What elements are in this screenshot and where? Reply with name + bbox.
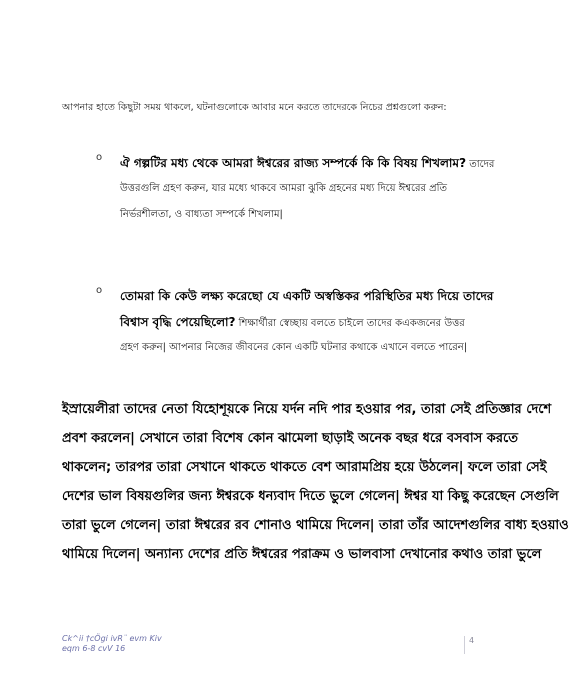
paragraph-line: থামিয়ে দিলেন| অন্যান্য দেশের প্রতি ঈশ্বরের পরাক্রম ও ভালবাসা দেখানোর কথাও তারা ভুলে [62, 547, 542, 562]
bullet-icon: o [96, 152, 103, 163]
question-bold-text: ঐ গল্পটির মধ্য থেকে আমরা ঈশ্বরের রাজ্য সম্পর্কে কি কি বিষয় শিখলাম? [120, 156, 467, 170]
question-answer-line: নির্ভরশীলতা, ও বাধ্যতা সম্পর্কে শিখলাম| [120, 209, 283, 220]
story-paragraph [62, 395, 569, 569]
paragraph-line: ইস্রায়েলীরা তাদের নেতা যিহোশূয়কে নিয়ে যর্দন নদি পার হওয়ার পর, তারা সেই প্রতিজ্ঞার দেশে [62, 402, 552, 417]
page-number: 4 [464, 636, 474, 654]
paragraph-line: দেশের ভাল বিষয়গুলির জন্য ঈশ্বরকে ধন্যবাদ দিতে ভুলে গেলেন| ঈশ্বর যা কিছু করেছেন সেগুলি [62, 489, 559, 504]
question-tail-text: শিক্ষার্থীরা স্বেচ্ছায় বলতে চাইলে তাদের কএকজনের উত্তর [235, 318, 465, 329]
paragraph-line: তারা ভুলে গেলেন| তারা ঈশ্বরের রব শোনাও থামিয়ে দিলেন| তারা তাঁর আদেশগুলির বাধ্য হওয়াও [62, 518, 569, 533]
question-tail-text: তাদের [466, 159, 495, 170]
question-item-1 [96, 150, 496, 228]
intro-text: আপনার হাতে কিছুটা সময় থাকলে, ঘটনাগুলোকে আবার মনে করতে তাদেরকে নিচের প্রশ্নগুলো করুন: [62, 102, 447, 113]
question-item-2 [96, 283, 496, 361]
question-answer-line: গ্রহণ করুন| আপনার নিজের জীবনের কোন একটি ঘটনার কথাকে এখানে বলতে পারেন| [120, 342, 468, 353]
paragraph-line: থাকলেন; তারপর তারা সেখানে থাকতে থাকতে বেশ আরামপ্রিয় হয়ে উঠলেন| ফলে তারা সেই [62, 460, 547, 475]
question-line [120, 150, 496, 176]
question-answer-line: উত্তরগুলি গ্রহণ করুন, যার মধ্যে থাকবে আমরা ঝুকি গ্রহনের মধ্য দিয়ে ঈশ্বরের প্রতি [120, 183, 448, 194]
question-bold-text: বিশ্বাস বৃদ্ধি পেয়েছিলো? [120, 315, 236, 329]
paragraph-line: প্রবশ করলেন| সেখানে তারা বিশেষ কোন ঝামেলা ছাড়াই অনেক বছর ধরে বসবাস করতে [62, 431, 519, 446]
footer-line-1: Ck^ii †cÖgi ivR¨ evm Kiv [62, 634, 162, 643]
bullet-icon: o [96, 285, 103, 296]
question-line [120, 309, 496, 335]
question-bold-line: তোমরা কি কেউ লক্ষ্য করেছো যে একটি অস্বস্তিকর পরিস্থিতির মধ্য দিয়ে তাদের [120, 289, 494, 303]
footer-line-2: eqm 6-8 cvV 16 [62, 644, 126, 653]
page-footer [62, 634, 162, 654]
